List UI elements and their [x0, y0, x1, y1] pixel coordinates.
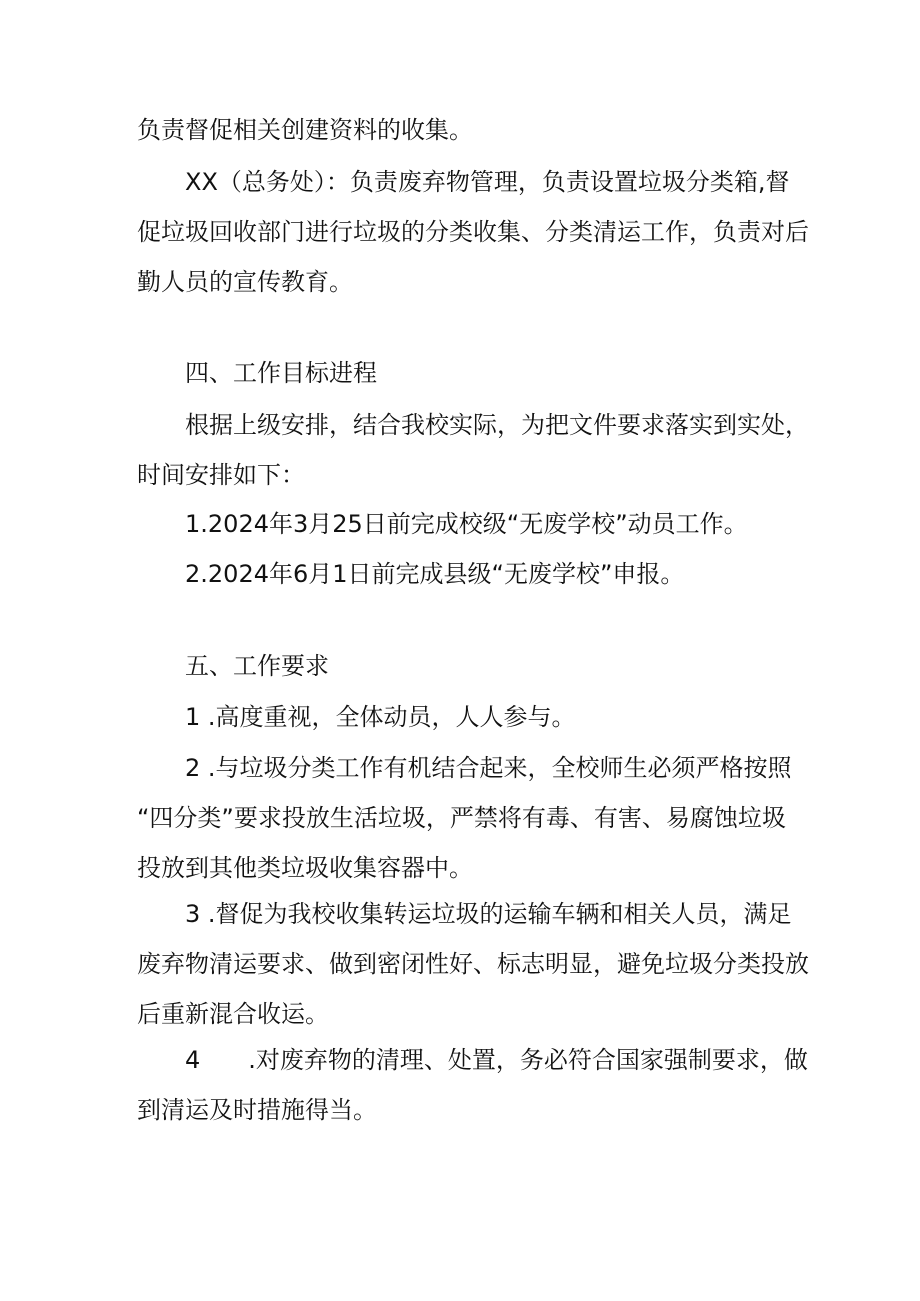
- paragraph-line: 根据上级安排，结合我校实际，为把文件要求落实到实处，: [185, 411, 809, 439]
- paragraph-line: 废弃物清运要求、做到密闭性好、标志明显，避免垃圾分类投放: [137, 950, 809, 978]
- paragraph-line: 促垃圾回收部门进行垃圾的分类收集、分类清运工作，负责对后: [137, 218, 809, 246]
- list-item: 2.2024年6月1日前完成县级“无废学校”申报。: [185, 560, 685, 588]
- list-item: 2 .与垃圾分类工作有机结合起来，全校师生必须严格按照: [185, 754, 792, 782]
- paragraph-line: 负责督促相关创建资料的收集。: [137, 116, 473, 144]
- section-heading: 五、工作要求: [185, 652, 329, 680]
- paragraph-line: 到清运及时措施得当。: [137, 1096, 377, 1124]
- paragraph-line: XX（总务处）：负责废弃物管理，负责设置垃圾分类箱,督: [185, 168, 790, 196]
- paragraph-line: 后重新混合收运。: [137, 1000, 329, 1028]
- list-item: 4 .对废弃物的清理、处置，务必符合国家强制要求，做: [185, 1046, 808, 1074]
- paragraph-line: 时间安排如下：: [137, 461, 305, 489]
- paragraph-line: “四分类”要求投放生活垃圾，严禁将有毒、有害、易腐蚀垃圾: [137, 804, 786, 832]
- paragraph-line: 投放到其他类垃圾收集容器中。: [137, 854, 473, 882]
- list-item: 1.2024年3月25日前完成校级“无废学校”动员工作。: [185, 510, 748, 538]
- section-heading: 四、工作目标进程: [185, 359, 377, 387]
- paragraph-line: 勤人员的宣传教育。: [137, 268, 353, 296]
- list-item: 1 .高度重视，全体动员，人人参与。: [185, 703, 576, 731]
- list-item: 3 .督促为我校收集转运垃圾的运输车辆和相关人员，满足: [185, 900, 792, 928]
